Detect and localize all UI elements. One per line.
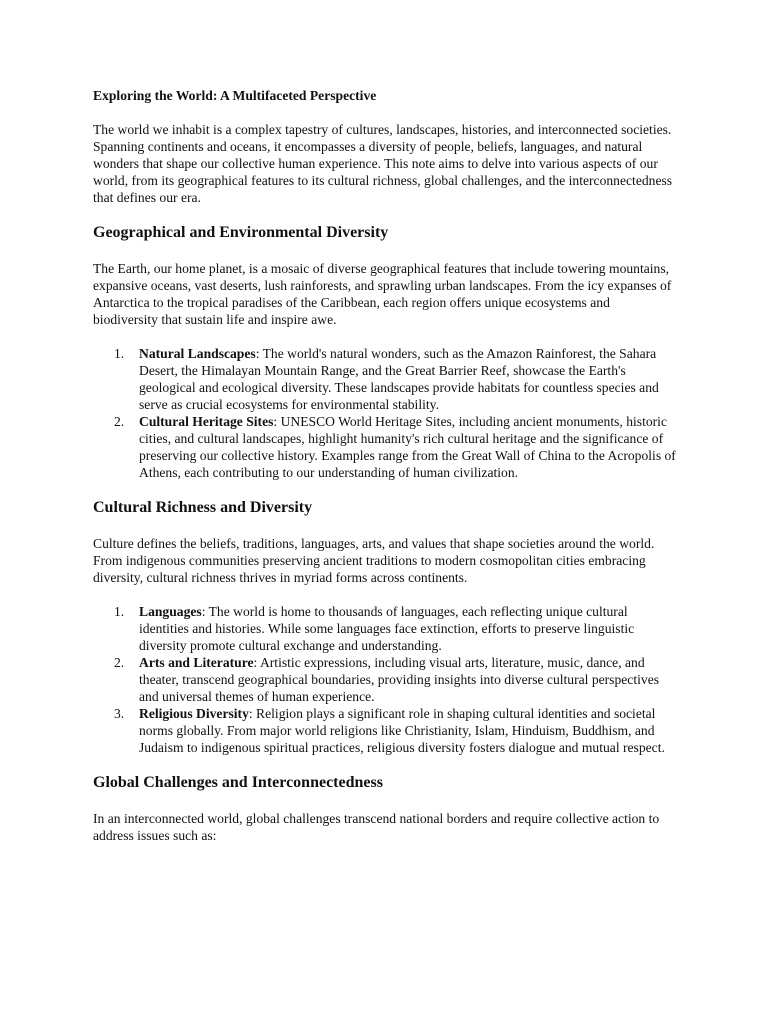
document-page xyxy=(93,87,678,861)
geography-list xyxy=(93,345,678,481)
list-item-term: Religious Diversity xyxy=(139,706,249,721)
list-item-number: 2. xyxy=(114,655,125,670)
list-item-term: Natural Landscapes xyxy=(139,346,256,361)
list-item-text: : Religion plays a significant role in shaping cultural identities and societal norms globally. From major world religions like Christianity, Islam, Hinduism, Buddhism, and Judaism to indigenous spiritual practices, religious diversity fosters dialogue and mutual respect. xyxy=(139,706,665,755)
intro-paragraph: The world we inhabit is a complex tapestry of cultures, landscapes, histories, and interconnected societies. Spanning continents and oceans, it encompasses a diversity of people, beliefs, languages, and natural wonders that shape our collective human experience. This note aims to delve into various aspects of our world, from its geographical features to its cultural richness, global challenges, and the interconnectedness that defines our era. xyxy=(93,122,673,205)
list-item xyxy=(93,413,678,481)
section-paragraph-global-challenges: In an interconnected world, global challenges transcend national borders and require collective action to address issues such as: xyxy=(93,811,660,843)
document-title: Exploring the World: A Multifaceted Perspective xyxy=(93,88,377,103)
list-item xyxy=(93,603,678,654)
section-paragraph-culture: Culture defines the beliefs, traditions, languages, arts, and values that shape societies around the world. From indigenous communities preserving ancient traditions to modern cosmopolitan cities embracing diversity, cultural richness thrives in myriad forms across continents. xyxy=(93,536,655,585)
list-item-number: 1. xyxy=(114,346,125,361)
list-item-term: Languages xyxy=(139,604,202,619)
culture-list xyxy=(93,603,678,756)
list-item-number: 3. xyxy=(114,706,125,721)
list-item xyxy=(93,654,678,705)
list-item xyxy=(93,705,678,756)
list-item-term: Arts and Literature xyxy=(139,655,254,670)
list-item-text: : Artistic expressions, including visual arts, literature, music, dance, and theater, transcend geographical boundaries, providing insights into diverse cultural perspectives and universal themes of human experience. xyxy=(139,655,660,704)
list-item-term: Cultural Heritage Sites xyxy=(139,414,274,429)
list-item-number: 2. xyxy=(114,414,125,429)
section-heading-geography: Geographical and Environmental Diversity xyxy=(93,224,389,241)
list-item-number: 1. xyxy=(114,604,125,619)
list-item-text: : The world's natural wonders, such as the Amazon Rainforest, the Sahara Desert, the Himalayan Mountain Range, and the Great Barrier Reef, showcase the Earth's geological and ecological diversity. These landscapes provide habitats for countless species and serve as crucial ecosystems for environmental stability. xyxy=(139,346,659,412)
list-item-text: : UNESCO World Heritage Sites, including ancient monuments, historic cities, and cultural landscapes, highlight humanity's rich cultural heritage and the significance of preserving our collective history. Examples range from the Great Wall of China to the Acropolis of Athens, each contributing to our understanding of human civilization. xyxy=(139,414,676,480)
section-heading-culture: Cultural Richness and Diversity xyxy=(93,499,313,516)
section-heading-global-challenges: Global Challenges and Interconnectedness xyxy=(93,774,383,791)
section-paragraph-geography: The Earth, our home planet, is a mosaic of diverse geographical features that include towering mountains, expansive oceans, vast deserts, lush rainforests, and sprawling urban landscapes. From the icy expanses of Antarctica to the tropical paradises of the Caribbean, each region offers unique ecosystems and biodiversity that sustain life and inspire awe. xyxy=(93,261,672,327)
list-item-text: : The world is home to thousands of languages, each reflecting unique cultural identities and histories. While some languages face extinction, efforts to preserve linguistic diversity promote cultural exchange and understanding. xyxy=(139,604,635,653)
list-item xyxy=(93,345,678,413)
